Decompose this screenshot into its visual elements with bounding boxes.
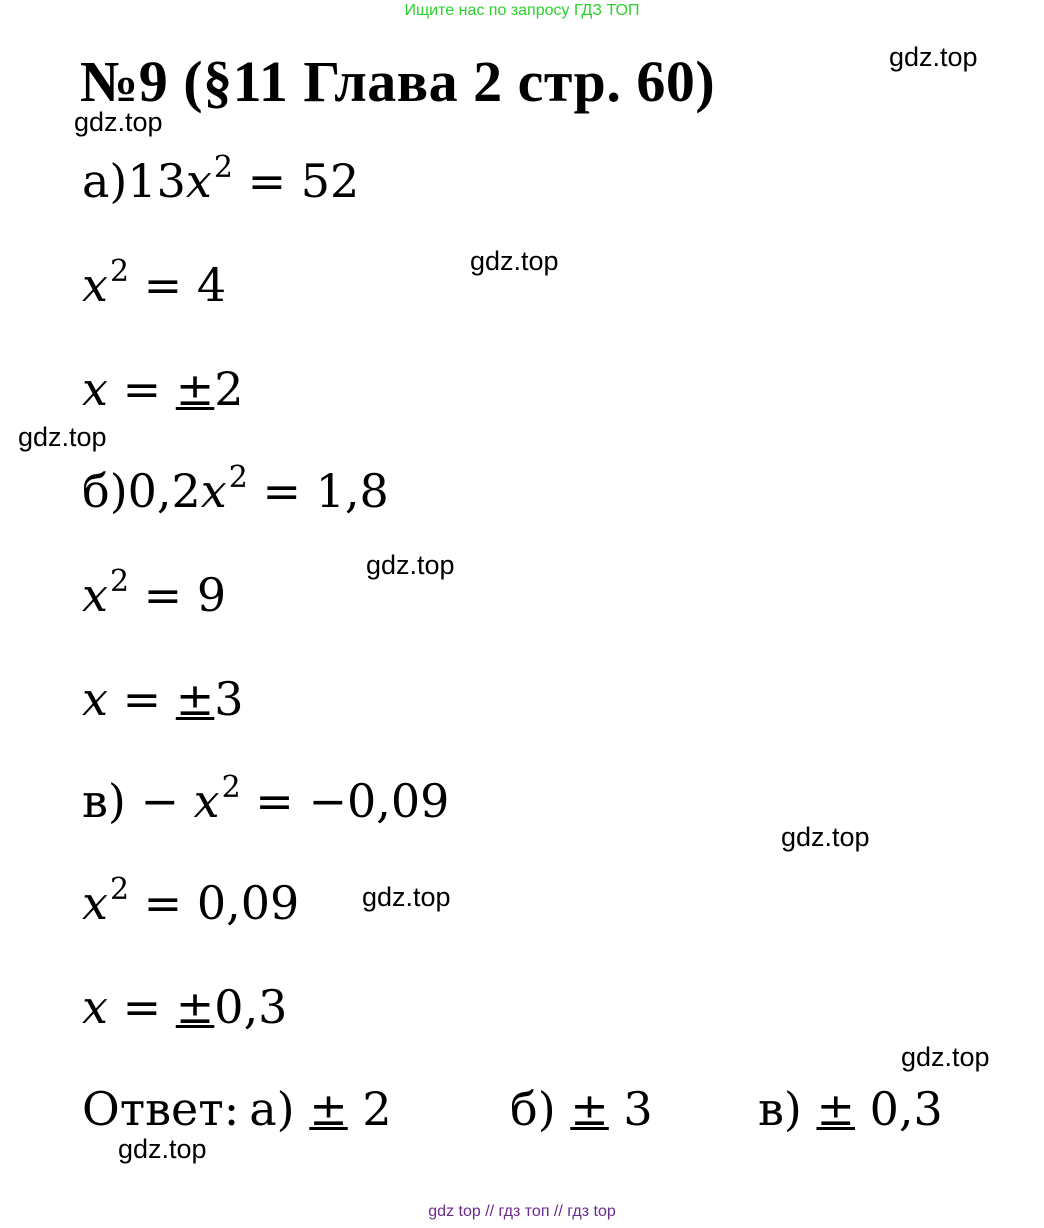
exponent: 2 — [109, 564, 130, 599]
rhs: = 1,8 — [247, 464, 389, 518]
answer-line — [82, 1082, 943, 1136]
watermark: gdz.top — [889, 42, 978, 72]
plus-minus: ± — [175, 980, 215, 1034]
equals: = — [107, 362, 176, 416]
watermark: gdz.top — [781, 822, 870, 852]
equation-c-2 — [82, 872, 300, 930]
variable: x — [82, 568, 108, 622]
answer-a — [82, 1082, 510, 1136]
equation-c-1 — [82, 770, 450, 828]
answer-b-value: 3 — [608, 1082, 653, 1136]
variable: x — [82, 672, 108, 726]
plus-minus: ± — [816, 1082, 856, 1136]
variable: x — [185, 154, 212, 208]
plus-minus: ± — [309, 1082, 348, 1136]
equation-b-3 — [82, 672, 244, 726]
part-label: б) — [82, 464, 128, 518]
answer-label: Ответ: — [82, 1082, 240, 1136]
exponent: 2 — [109, 254, 130, 289]
equation-a-1 — [82, 150, 360, 208]
equation-b-1 — [82, 460, 389, 518]
footer-links[interactable]: gdz top // гдз топ // гдз top — [428, 1203, 616, 1220]
exponent: 2 — [228, 460, 248, 495]
watermark: gdz.top — [470, 246, 559, 276]
page-title: №9 (§11 Глава 2 стр. 60) — [80, 49, 716, 114]
variable: x — [82, 258, 108, 312]
answer-c — [758, 1082, 943, 1136]
value: 0,3 — [214, 980, 288, 1034]
value: 2 — [214, 362, 244, 416]
variable: x — [193, 774, 220, 828]
plus-minus: ± — [175, 672, 215, 726]
coefficient: 0,2 — [127, 464, 201, 518]
minus-sign: − — [125, 774, 194, 828]
rhs: = −0,09 — [240, 774, 450, 828]
variable: x — [200, 464, 227, 518]
rhs: = 4 — [129, 258, 227, 312]
plus-minus: ± — [175, 362, 215, 416]
watermark: gdz.top — [74, 107, 163, 137]
part-label: в) — [82, 774, 126, 828]
equation-c-3 — [82, 980, 288, 1034]
watermark: gdz.top — [366, 550, 455, 580]
equation-b-2 — [82, 564, 227, 622]
answer-a-value: 2 — [347, 1082, 392, 1136]
coefficient: 13 — [127, 154, 186, 208]
answer-a-label: а) — [249, 1082, 295, 1136]
part-label: а) — [82, 154, 128, 208]
equation-a-2 — [82, 254, 227, 312]
equation-a-3 — [82, 362, 244, 416]
answer-c-value: 0,3 — [855, 1082, 943, 1136]
exponent: 2 — [213, 150, 233, 185]
watermark: gdz.top — [118, 1134, 207, 1164]
rhs: = 0,09 — [129, 876, 300, 930]
exponent: 2 — [109, 872, 130, 907]
equals: = — [107, 980, 176, 1034]
rhs: = 9 — [129, 568, 227, 622]
equals: = — [107, 672, 176, 726]
answer-c-label: в) — [758, 1082, 802, 1136]
watermark: gdz.top — [18, 422, 107, 452]
watermark: gdz.top — [901, 1042, 990, 1072]
rhs: = 52 — [232, 154, 360, 208]
variable: x — [82, 362, 108, 416]
variable: x — [82, 980, 108, 1034]
plus-minus: ± — [570, 1082, 609, 1136]
value: 3 — [214, 672, 244, 726]
exponent: 2 — [221, 770, 241, 805]
watermark: gdz.top — [362, 882, 451, 912]
top-banner[interactable]: Ищите нас по запросу ГДЗ ТОП — [404, 2, 640, 19]
answer-b — [510, 1082, 758, 1136]
answer-b-label: б) — [510, 1082, 556, 1136]
variable: x — [82, 876, 108, 930]
